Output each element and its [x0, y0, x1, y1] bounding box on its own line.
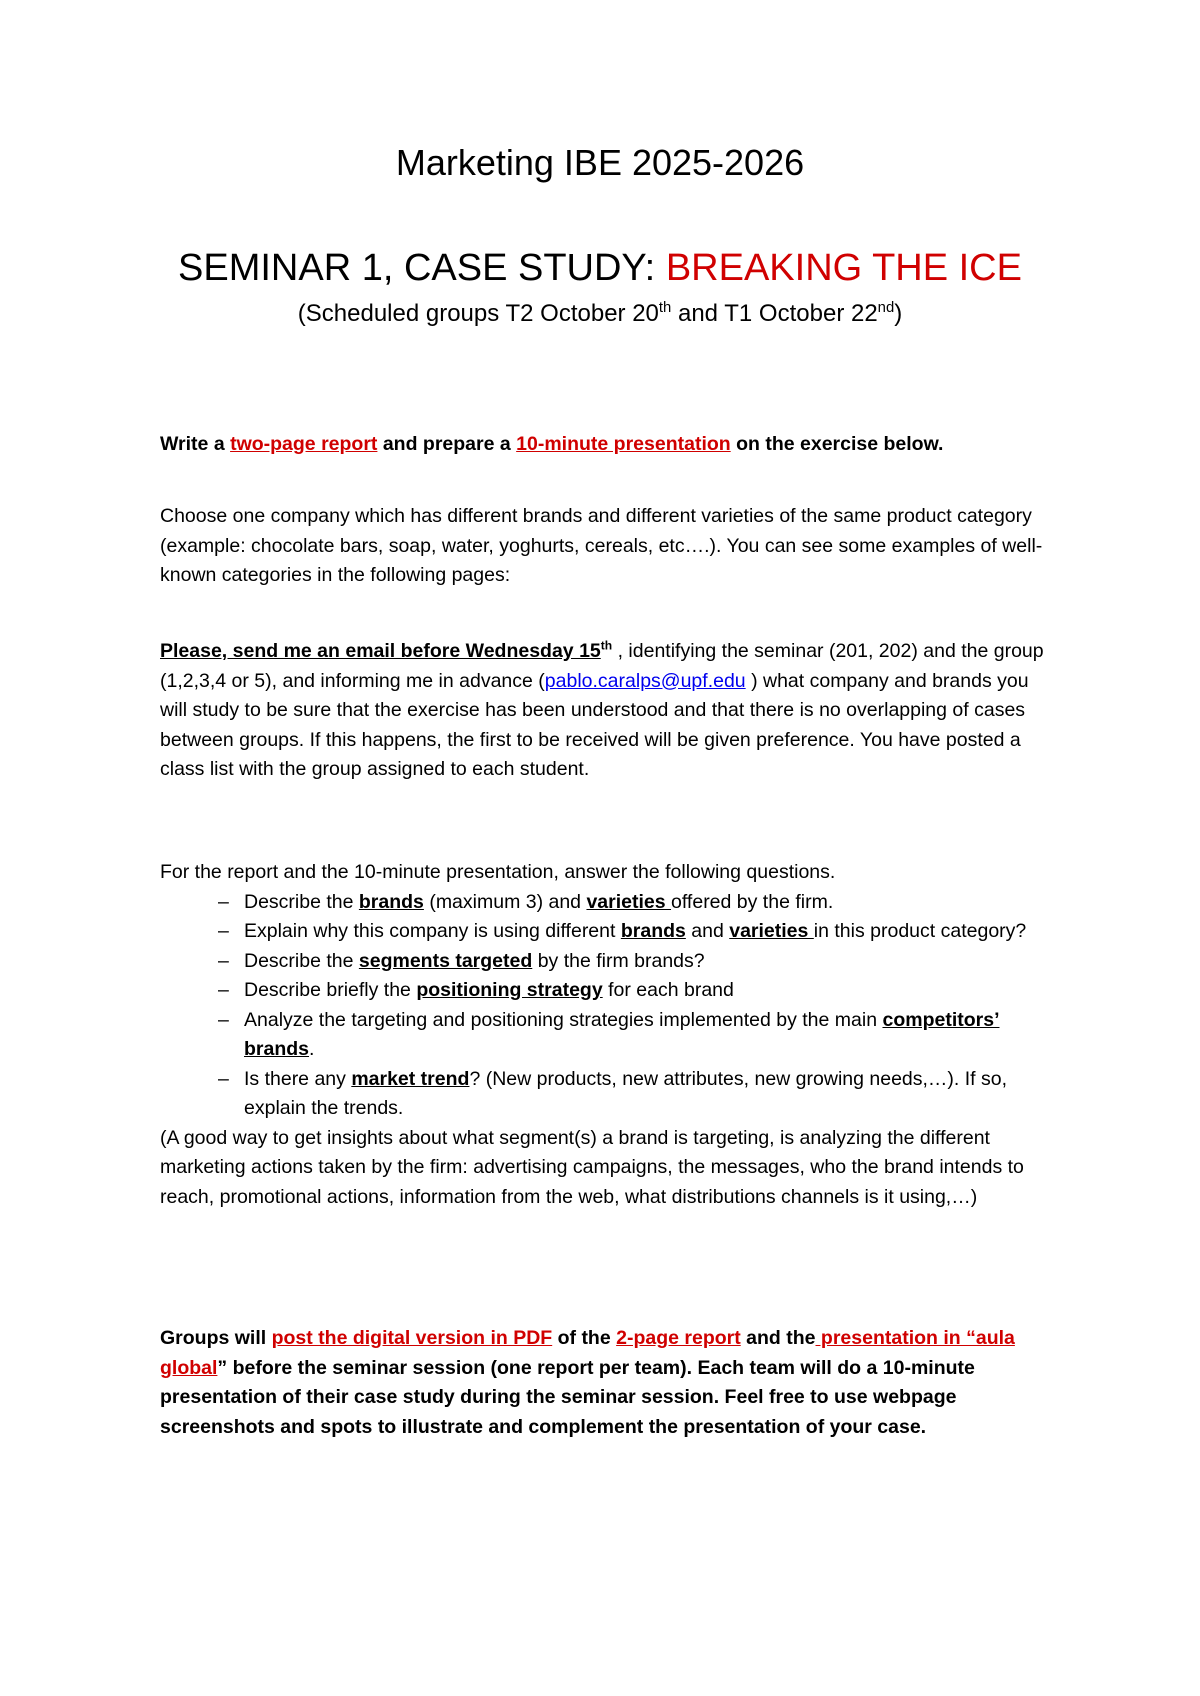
intro-text-2: and prepare a — [377, 433, 517, 455]
questions-lead: For the report and the 10-minute presentation, answer the following questions. — [160, 861, 836, 883]
list-item — [244, 1065, 1060, 1124]
schedule-sup-2: nd — [877, 300, 895, 316]
q2-text-b: and — [685, 920, 730, 942]
choose-paragraph: Choose one company which has different brands and different varieties of the same product category (example: chocolate bars, soap, water, yoghurts, cereals, etc….). You can see some examples of well-known categories in the following pages: — [160, 505, 1043, 586]
email-text-2: ) what company and brands you will study to be sure that the exercise has been understood and that there is no overlapping of cases between groups. If this happens, the first to be received will be given preference. You have posted a class list with the group assigned to each student. — [160, 669, 1029, 780]
q4-text-a: Describe briefly the — [244, 979, 417, 1001]
schedule-text-c: ) — [894, 300, 903, 327]
q2-keyword-varieties: varieties — [729, 920, 814, 942]
intro-paragraph — [160, 430, 1060, 460]
email-address-link[interactable]: pablo.caralps@upf.edu — [544, 669, 746, 692]
q1-text-c: offered by the firm. — [671, 890, 834, 913]
seminar-prefix: SEMINAR 1, CASE STUDY: — [178, 247, 666, 289]
q1-keyword-brands: brands — [358, 890, 424, 913]
questions-list — [160, 888, 1060, 1124]
q6-text-a: Is there any — [244, 1067, 352, 1090]
list-item — [244, 888, 1060, 918]
closing-text-1: Groups will — [160, 1327, 272, 1349]
questions-section — [160, 858, 1060, 1212]
q6-keyword-market-trend: market trend — [351, 1067, 470, 1090]
post-pdf-highlight: post the digital version in PDF — [271, 1327, 553, 1349]
q2-text-c: in this product category? — [813, 920, 1027, 942]
two-page-report-highlight: two-page report — [230, 433, 378, 455]
aula-global-highlight: presentation in “aula global — [160, 1327, 1015, 1379]
q5-text-a: Analyze the targeting and positioning strategies implemented by the main — [244, 1008, 883, 1031]
ten-minute-presentation-highlight: 10-minute presentation — [516, 433, 731, 455]
closing-text-2: of the — [552, 1327, 617, 1349]
q1-text-b: (maximum 3) and — [423, 890, 587, 913]
q5-keyword-competitors: competitors’ brands — [244, 1008, 1000, 1060]
intro-text-1: Write a — [160, 433, 231, 455]
closing-text-3: and the — [740, 1327, 816, 1349]
schedule-text-b: and T1 October 22 — [671, 300, 878, 327]
insights-note: (A good way to get insights about what segment(s) a brand is targeting, is analyzing the different marketing actions taken by the firm: advertising campaigns, the messages, who the brand intends to reach, promotional actions, information from the web, what distributions channels is it using,…) — [160, 1126, 1024, 1208]
email-text-1: , identifying the seminar (201, 202) and the group (1,2,3,4 or 5), and informing me in advance ( — [160, 640, 1044, 692]
closing-text-4: ” before the seminar session (one report per team). Each team will do a 10-minute presentation of their case study during the seminar session. Feel free to use webpage screenshots and spots to illustrate and complement the presentation of your case. — [160, 1356, 975, 1438]
email-request-sup: th — [600, 638, 613, 653]
two-page-report-highlight-2: 2-page report — [616, 1327, 741, 1349]
q4-keyword-positioning: positioning strategy — [416, 979, 603, 1001]
list-item — [244, 1006, 1060, 1065]
q5-text-b: . — [309, 1038, 315, 1060]
q6-text-b: ? (New products, new attributes, new growing needs,…). If so, explain the trends. — [244, 1067, 1008, 1119]
q2-keyword-brands: brands — [620, 920, 686, 942]
email-paragraph — [160, 637, 1060, 785]
q1-text-a: Describe the — [244, 890, 359, 913]
list-item — [244, 976, 1060, 1006]
closing-paragraph — [160, 1324, 1060, 1442]
email-request-lead: Please, send me an email before Wednesday 15 — [160, 640, 601, 662]
seminar-highlight: BREAKING THE ICE — [665, 247, 1022, 289]
q3-text-b: by the firm brands? — [532, 949, 705, 972]
intro-text-3: on the exercise below. — [730, 433, 944, 455]
q3-text-a: Describe the — [244, 949, 359, 972]
list-item — [244, 947, 1060, 977]
q4-text-b: for each brand — [602, 979, 734, 1001]
course-title: Marketing IBE 2025-2026 — [395, 142, 805, 183]
schedule-sup-1: th — [658, 300, 672, 316]
seminar-title — [0, 247, 1200, 290]
q2-text-a: Explain why this company is using different — [244, 920, 621, 942]
schedule-text-a: (Scheduled groups T2 October 20 — [297, 300, 659, 327]
list-item — [244, 917, 1060, 947]
q1-keyword-varieties: varieties — [586, 890, 672, 913]
q3-keyword-segments: segments targeted — [358, 949, 533, 972]
schedule-line — [0, 300, 1200, 328]
